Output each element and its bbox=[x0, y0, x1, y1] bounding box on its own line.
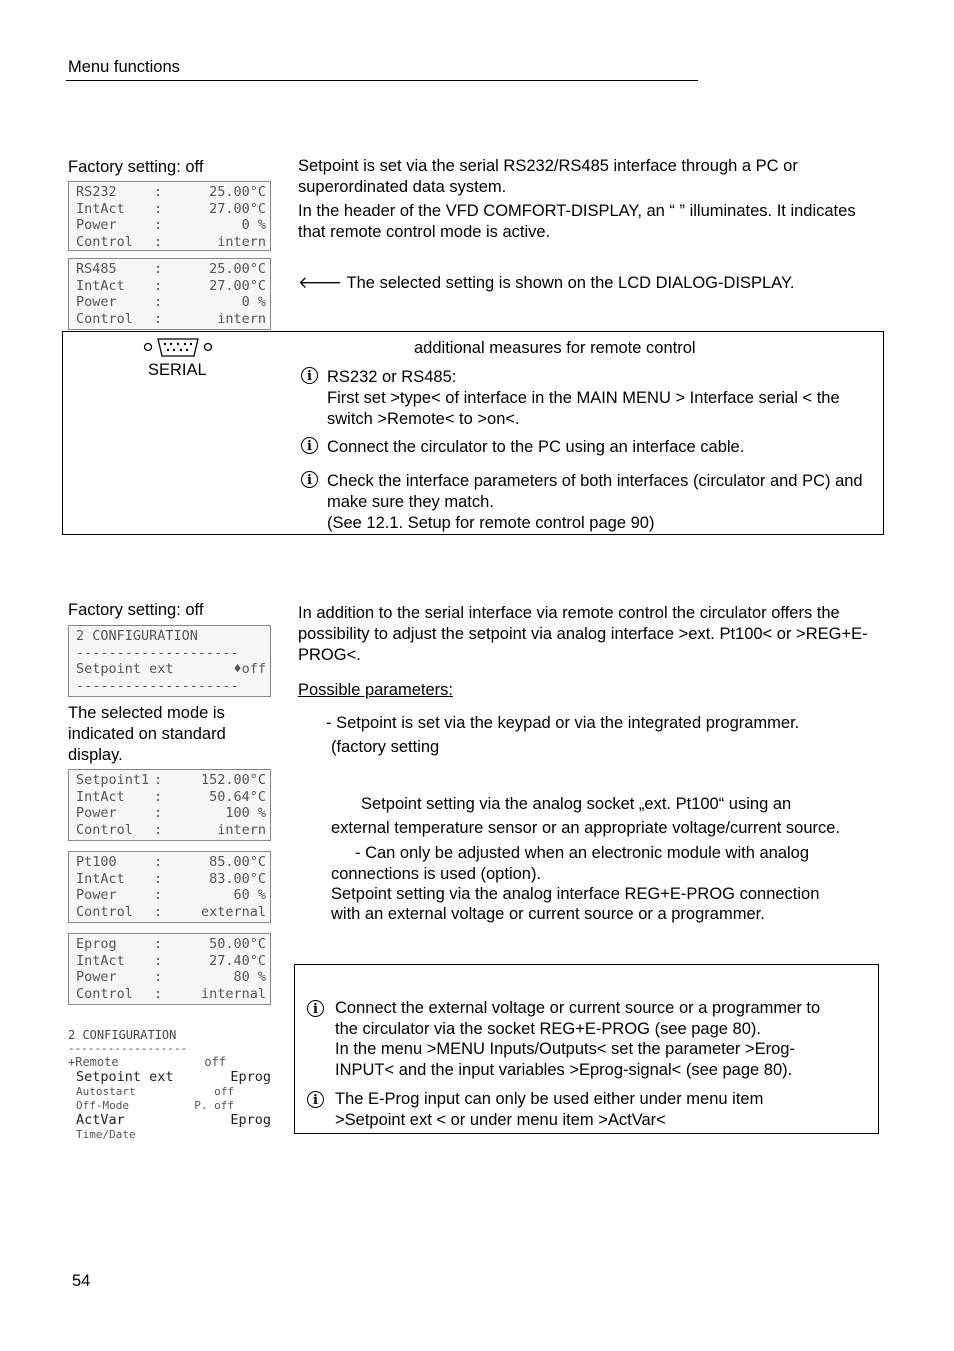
lcd-row bbox=[76, 936, 266, 953]
config-menu-item[interactable] bbox=[68, 1085, 234, 1099]
possible-parameters: Possible parameters: bbox=[298, 681, 453, 699]
lcd-label: Control bbox=[76, 233, 133, 250]
lcd-colon: : bbox=[154, 233, 163, 250]
remote-desc-1: Setpoint is set via the serial RS232/RS485 interface through a PC or superordinated data system. bbox=[298, 157, 798, 196]
lcd-row bbox=[76, 871, 266, 888]
mode-indicated-text: The selected mode is indicated on standard display. bbox=[68, 704, 226, 764]
lcd-value: 27.00°C bbox=[209, 200, 266, 217]
remote-desc-2: In the header of the VFD COMFORT-DISPLAY, an “ ” illuminates. It indicates that remote control mode is active. bbox=[298, 202, 856, 241]
lcd-value: internal bbox=[200, 985, 266, 1002]
remote-desc-3 bbox=[298, 273, 858, 294]
lcd-value: external bbox=[200, 903, 266, 920]
lcd-colon: : bbox=[154, 788, 163, 805]
config-menu-item-value: off bbox=[214, 1085, 234, 1098]
lcd-value: intern bbox=[217, 233, 266, 250]
lcd-colon: : bbox=[154, 887, 163, 903]
config-menu-item-label: Setpoint ext bbox=[76, 1069, 174, 1085]
config-menu-item-value: Eprog bbox=[230, 1069, 271, 1085]
analog-desc: In addition to the serial interface via remote control the circulator offers the possibility to adjust the setpoint via analog interface >ext. Pt100< or >REG+E-PROG<. bbox=[298, 604, 868, 664]
lcd-colon: : bbox=[154, 217, 163, 233]
config-menu-items bbox=[68, 1055, 271, 1142]
config-menu-item[interactable] bbox=[68, 1113, 271, 1128]
header-rule bbox=[66, 80, 698, 81]
lcd-label: Control bbox=[76, 821, 133, 838]
lcd-value: 60 % bbox=[233, 887, 266, 903]
lcd-colon: : bbox=[154, 821, 163, 838]
lcd-colon: : bbox=[154, 903, 163, 920]
info-icon: i bbox=[307, 1000, 324, 1017]
lcd-eprog bbox=[68, 933, 271, 1005]
lcd-value: 80 % bbox=[233, 969, 266, 985]
lcd-setpoint1 bbox=[68, 769, 271, 841]
lcd-config-dashes: -------------------- bbox=[76, 644, 239, 661]
config-menu-item-label: Off-Mode bbox=[76, 1099, 129, 1112]
lcd-colon: : bbox=[154, 310, 163, 327]
remote-measures-title: additional measures for remote control bbox=[414, 339, 696, 357]
lcd-colon: : bbox=[154, 261, 163, 277]
lcd-value: 27.00°C bbox=[209, 277, 266, 294]
info-params-line1: Check the interface parameters of both interfaces (circulator and PC) and make sure they match. bbox=[327, 472, 863, 511]
lcd-row bbox=[76, 969, 266, 986]
info-params bbox=[327, 471, 879, 534]
lcd-colon: : bbox=[154, 985, 163, 1002]
info-icon: i bbox=[307, 1091, 324, 1108]
lcd-value: 25.00°C bbox=[209, 184, 266, 200]
serial-label: SERIAL bbox=[148, 361, 207, 379]
lcd-value: 100 % bbox=[225, 805, 266, 821]
lcd-label: Power bbox=[76, 805, 117, 821]
lcd-value: intern bbox=[217, 310, 266, 327]
info-eprog-connect bbox=[335, 998, 870, 1080]
param-eprog-line4: with an external voltage or current source or a programmer. bbox=[331, 905, 765, 923]
lcd-row bbox=[76, 904, 266, 921]
lcd-row bbox=[76, 201, 266, 218]
lcd-label: Eprog bbox=[76, 936, 117, 952]
lcd-row bbox=[76, 953, 266, 970]
info-icon: i bbox=[301, 367, 318, 384]
serial-port-icon bbox=[140, 336, 216, 362]
lcd-config-setpoint-ext bbox=[68, 625, 271, 697]
lcd-label: RS232 bbox=[76, 184, 117, 200]
config-menu-item-label: Time/Date bbox=[76, 1128, 136, 1141]
config-menu-item[interactable] bbox=[68, 1099, 234, 1113]
lcd-row bbox=[76, 184, 266, 201]
lcd-label: Control bbox=[76, 310, 133, 327]
param-pt100-line2: external temperature sensor or an appropriate voltage/current source. bbox=[331, 819, 841, 837]
lcd-value: intern bbox=[217, 821, 266, 838]
factory-setting-2: Factory setting: off bbox=[68, 601, 204, 619]
lcd-label: IntAct bbox=[76, 200, 125, 217]
config-menu-item-value: off bbox=[204, 1055, 226, 1069]
lcd-colon: : bbox=[154, 854, 163, 870]
config-menu-dashes: ------------------ bbox=[68, 1043, 188, 1055]
param-eprog-line1: - Can only be adjusted when an electronic module with analog bbox=[355, 844, 810, 862]
info-eprog-line3: In the menu >MENU Inputs/Outputs< set the parameter >Erog- bbox=[335, 1040, 795, 1058]
lcd-config-dash-row bbox=[76, 645, 266, 662]
lcd-label: Pt100 bbox=[76, 854, 117, 870]
lcd-value: 50.00°C bbox=[209, 936, 266, 952]
param-off-line2: (factory setting bbox=[331, 738, 440, 756]
lcd-label: IntAct bbox=[76, 870, 125, 887]
lcd-config-title: 2 CONFIGURATION bbox=[76, 628, 198, 644]
lcd-label: Power bbox=[76, 887, 117, 903]
lcd-config-title-row bbox=[76, 628, 266, 645]
lcd-value: 25.00°C bbox=[209, 261, 266, 277]
param-pt100-line1: Setpoint setting via the analog socket „ext. Pt100“ using an bbox=[361, 795, 792, 813]
info-eprog-line1: Connect the external voltage or current source or a programmer to bbox=[335, 999, 821, 1017]
lcd-rs485 bbox=[68, 258, 271, 330]
lcd-row bbox=[76, 887, 266, 904]
lcd-colon: : bbox=[154, 969, 163, 985]
lcd-row bbox=[76, 311, 266, 328]
lcd-label: Control bbox=[76, 985, 133, 1002]
lcd-colon: : bbox=[154, 184, 163, 200]
info-eprog-usage-line1: The E-Prog input can only be used either under menu item bbox=[335, 1090, 764, 1108]
lcd-row bbox=[76, 278, 266, 295]
info-icon: i bbox=[301, 437, 318, 454]
lcd-config-value-row bbox=[76, 661, 266, 678]
lcd-value: 0 % bbox=[241, 294, 266, 310]
info-rs-line2: First set >type< of interface in the MAIN MENU > Interface serial < the switch >Remote< to >on<. bbox=[327, 389, 840, 428]
info-rs-interface bbox=[327, 367, 879, 430]
config-menu-item-value: Eprog bbox=[230, 1112, 271, 1128]
info-cable: Connect the circulator to the PC using an interface cable. bbox=[327, 438, 745, 456]
lcd-value: 85.00°C bbox=[209, 854, 266, 870]
lcd-value: 27.40°C bbox=[209, 952, 266, 969]
info-rs-line1: RS232 or RS485: bbox=[327, 368, 457, 386]
lcd-config-label: Setpoint ext bbox=[76, 661, 174, 677]
config-menu-item-label: ActVar bbox=[76, 1112, 125, 1128]
lcd-label: IntAct bbox=[76, 277, 125, 294]
config-menu-item[interactable] bbox=[68, 1055, 226, 1070]
info-eprog-line2: the circulator via the socket REG+E-PROG (see page 80). bbox=[335, 1019, 761, 1038]
lcd-value: 0 % bbox=[241, 217, 266, 233]
lcd-label: IntAct bbox=[76, 788, 125, 805]
lcd-colon: : bbox=[154, 772, 163, 788]
lcd-row bbox=[76, 772, 266, 789]
lcd-value: 83.00°C bbox=[209, 870, 266, 887]
lcd-colon: : bbox=[154, 294, 163, 310]
lcd-label: Control bbox=[76, 903, 133, 920]
config-menu-item-value: P. off bbox=[194, 1099, 234, 1112]
arrow-left-icon: 🡐 bbox=[298, 274, 343, 292]
param-off-line1: - Setpoint is set via the keypad or via the integrated programmer. bbox=[326, 714, 800, 732]
lcd-row bbox=[76, 805, 266, 822]
config-menu-item[interactable] bbox=[68, 1070, 271, 1085]
lcd-label: Power bbox=[76, 294, 117, 310]
lcd-value: 50.64°C bbox=[209, 788, 266, 805]
lcd-colon: : bbox=[154, 200, 163, 217]
lcd-colon: : bbox=[154, 870, 163, 887]
lcd-row bbox=[76, 217, 266, 234]
lcd-label: Power bbox=[76, 969, 117, 985]
lcd-colon: : bbox=[154, 277, 163, 294]
lcd-colon: : bbox=[154, 805, 163, 821]
lcd-config-value: ♦off bbox=[233, 661, 266, 677]
info-icon: i bbox=[301, 471, 318, 488]
lcd-colon: : bbox=[154, 952, 163, 969]
lcd-config-dash-row-2 bbox=[76, 678, 266, 695]
page-number: 54 bbox=[72, 1272, 91, 1290]
lcd-label: Setpoint1 bbox=[76, 772, 150, 788]
param-eprog-line3: Setpoint setting via the analog interface REG+E-PROG connection bbox=[331, 885, 820, 903]
page-header-title: Menu functions bbox=[68, 58, 180, 76]
config-menu-title: 2 CONFIGURATION bbox=[68, 1028, 177, 1042]
lcd-colon: : bbox=[154, 936, 163, 952]
lcd-row bbox=[76, 986, 266, 1003]
lcd-label: Power bbox=[76, 217, 117, 233]
info-eprog-line4: INPUT< and the input variables >Eprog-signal< (see page 80). bbox=[335, 1060, 793, 1079]
factory-setting-1: Factory setting: off bbox=[68, 158, 204, 176]
remote-desc-3-text: The selected setting is shown on the LCD DIALOG-DISPLAY. bbox=[346, 274, 795, 292]
lcd-config-dashes: -------------------- bbox=[76, 677, 239, 694]
lcd-label: IntAct bbox=[76, 952, 125, 969]
config-menu bbox=[68, 1028, 271, 1142]
info-eprog-usage bbox=[335, 1089, 870, 1130]
lcd-row bbox=[76, 854, 266, 871]
lcd-rs232 bbox=[68, 181, 271, 251]
config-menu-item-label: Autostart bbox=[76, 1085, 136, 1098]
lcd-pt100 bbox=[68, 851, 271, 923]
info-params-line2: (See 12.1. Setup for remote control page 90) bbox=[327, 514, 655, 532]
info-eprog-usage-line2: >Setpoint ext < or under menu item >ActVar< bbox=[335, 1110, 666, 1129]
lcd-row bbox=[76, 261, 266, 278]
config-menu-item[interactable] bbox=[68, 1128, 234, 1142]
lcd-row bbox=[76, 234, 266, 251]
lcd-row bbox=[76, 294, 266, 311]
lcd-label: RS485 bbox=[76, 261, 117, 277]
lcd-row bbox=[76, 789, 266, 806]
config-menu-item-label: +Remote bbox=[68, 1055, 119, 1069]
param-eprog-line2: connections is used (option). bbox=[331, 865, 542, 883]
lcd-value: 152.00°C bbox=[200, 772, 266, 788]
lcd-row bbox=[76, 822, 266, 839]
